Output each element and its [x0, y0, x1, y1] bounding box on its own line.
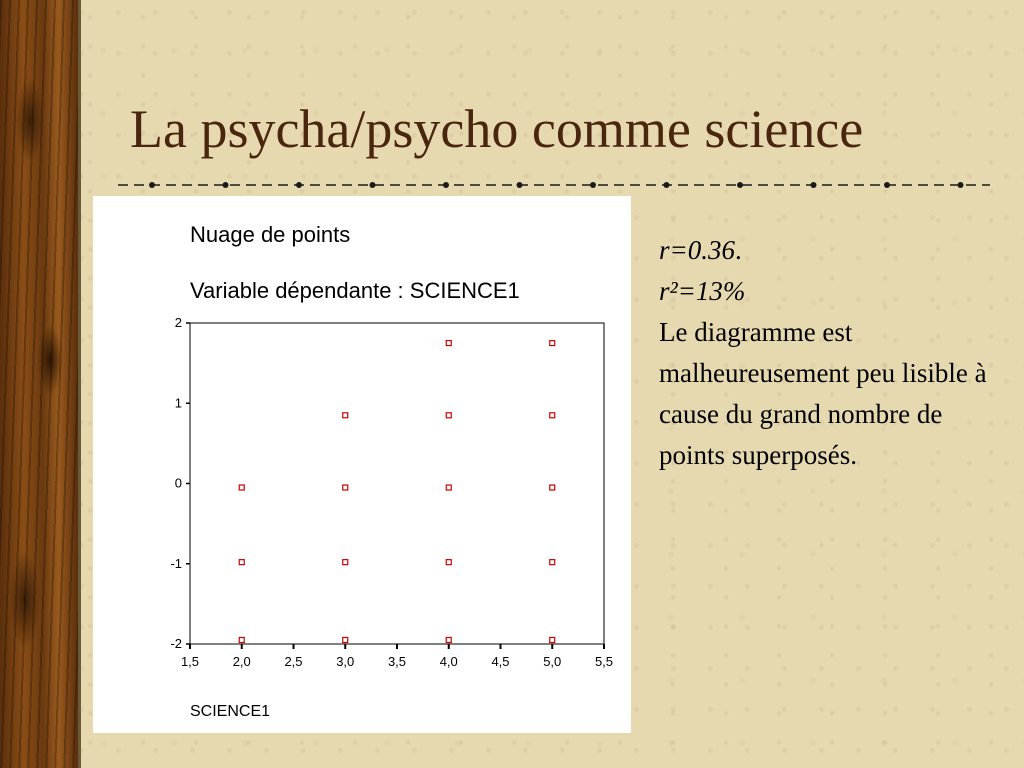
- data-point: [446, 560, 451, 565]
- divider-dot: [370, 182, 376, 188]
- x-axis: [181, 644, 613, 669]
- divider-dot: [517, 182, 523, 188]
- x-tick-label: 5,0: [543, 654, 562, 669]
- y-tick-label: -2: [170, 636, 182, 651]
- data-point: [446, 637, 451, 642]
- wood-texture-strip: [0, 0, 78, 768]
- correlation-r2: r²=13%: [659, 276, 746, 306]
- x-tick-label: 3,0: [336, 654, 355, 669]
- data-point: [550, 341, 555, 346]
- data-point: [343, 485, 348, 490]
- divider-dot: [223, 182, 229, 188]
- y-axis: [170, 315, 190, 651]
- divider-dot: [443, 182, 449, 188]
- plot-frame: [190, 323, 604, 644]
- scatter-chart: [93, 196, 631, 733]
- y-tick-label: 0: [174, 475, 182, 491]
- data-point: [343, 413, 348, 418]
- chart-panel: [93, 196, 631, 733]
- divider-dot: [958, 182, 964, 188]
- slide-title: La psycha/psycho comme science: [130, 99, 864, 159]
- divider-dot: [737, 182, 743, 188]
- data-point: [239, 485, 244, 490]
- divider-dot: [664, 182, 670, 188]
- chart-title: Nuage de points: [190, 222, 351, 247]
- commentary: [659, 230, 999, 476]
- y-tick-label: 1: [174, 395, 182, 411]
- divider-dot: [149, 182, 155, 188]
- data-point: [550, 637, 555, 642]
- data-point: [446, 341, 451, 346]
- data-point: [239, 560, 244, 565]
- data-point: [446, 485, 451, 490]
- divider-dot: [811, 182, 817, 188]
- data-point: [343, 637, 348, 642]
- divider-dot: [296, 182, 302, 188]
- title-divider: [118, 178, 990, 192]
- data-point: [446, 413, 451, 418]
- x-tick-label: 3,5: [387, 654, 407, 669]
- description-text: Le diagramme est malheureusement peu lisible à cause du grand nombre de points superposés.: [659, 317, 987, 470]
- x-tick-label: 4,0: [439, 654, 458, 669]
- correlation-r: r=0.36.: [659, 235, 742, 265]
- x-tick-label: 2,5: [284, 654, 303, 669]
- x-tick-label: 4,5: [491, 654, 510, 669]
- data-point: [550, 413, 555, 418]
- data-point: [550, 485, 555, 490]
- chart-subtitle: Variable dépendante : SCIENCE1: [190, 278, 520, 303]
- data-point: [343, 560, 348, 565]
- divider-dot: [590, 182, 596, 188]
- x-tick-label: 2,0: [232, 654, 251, 669]
- x-tick-label: 1,5: [180, 654, 200, 669]
- data-point: [550, 560, 555, 565]
- divider-dot: [884, 182, 890, 188]
- x-axis-label: SCIENCE1: [190, 703, 271, 720]
- scatter-points: [239, 341, 555, 643]
- y-tick-label: 2: [174, 315, 182, 330]
- y-tick-label: -1: [170, 555, 182, 571]
- data-point: [239, 637, 244, 642]
- x-tick-label: 5,5: [594, 654, 614, 669]
